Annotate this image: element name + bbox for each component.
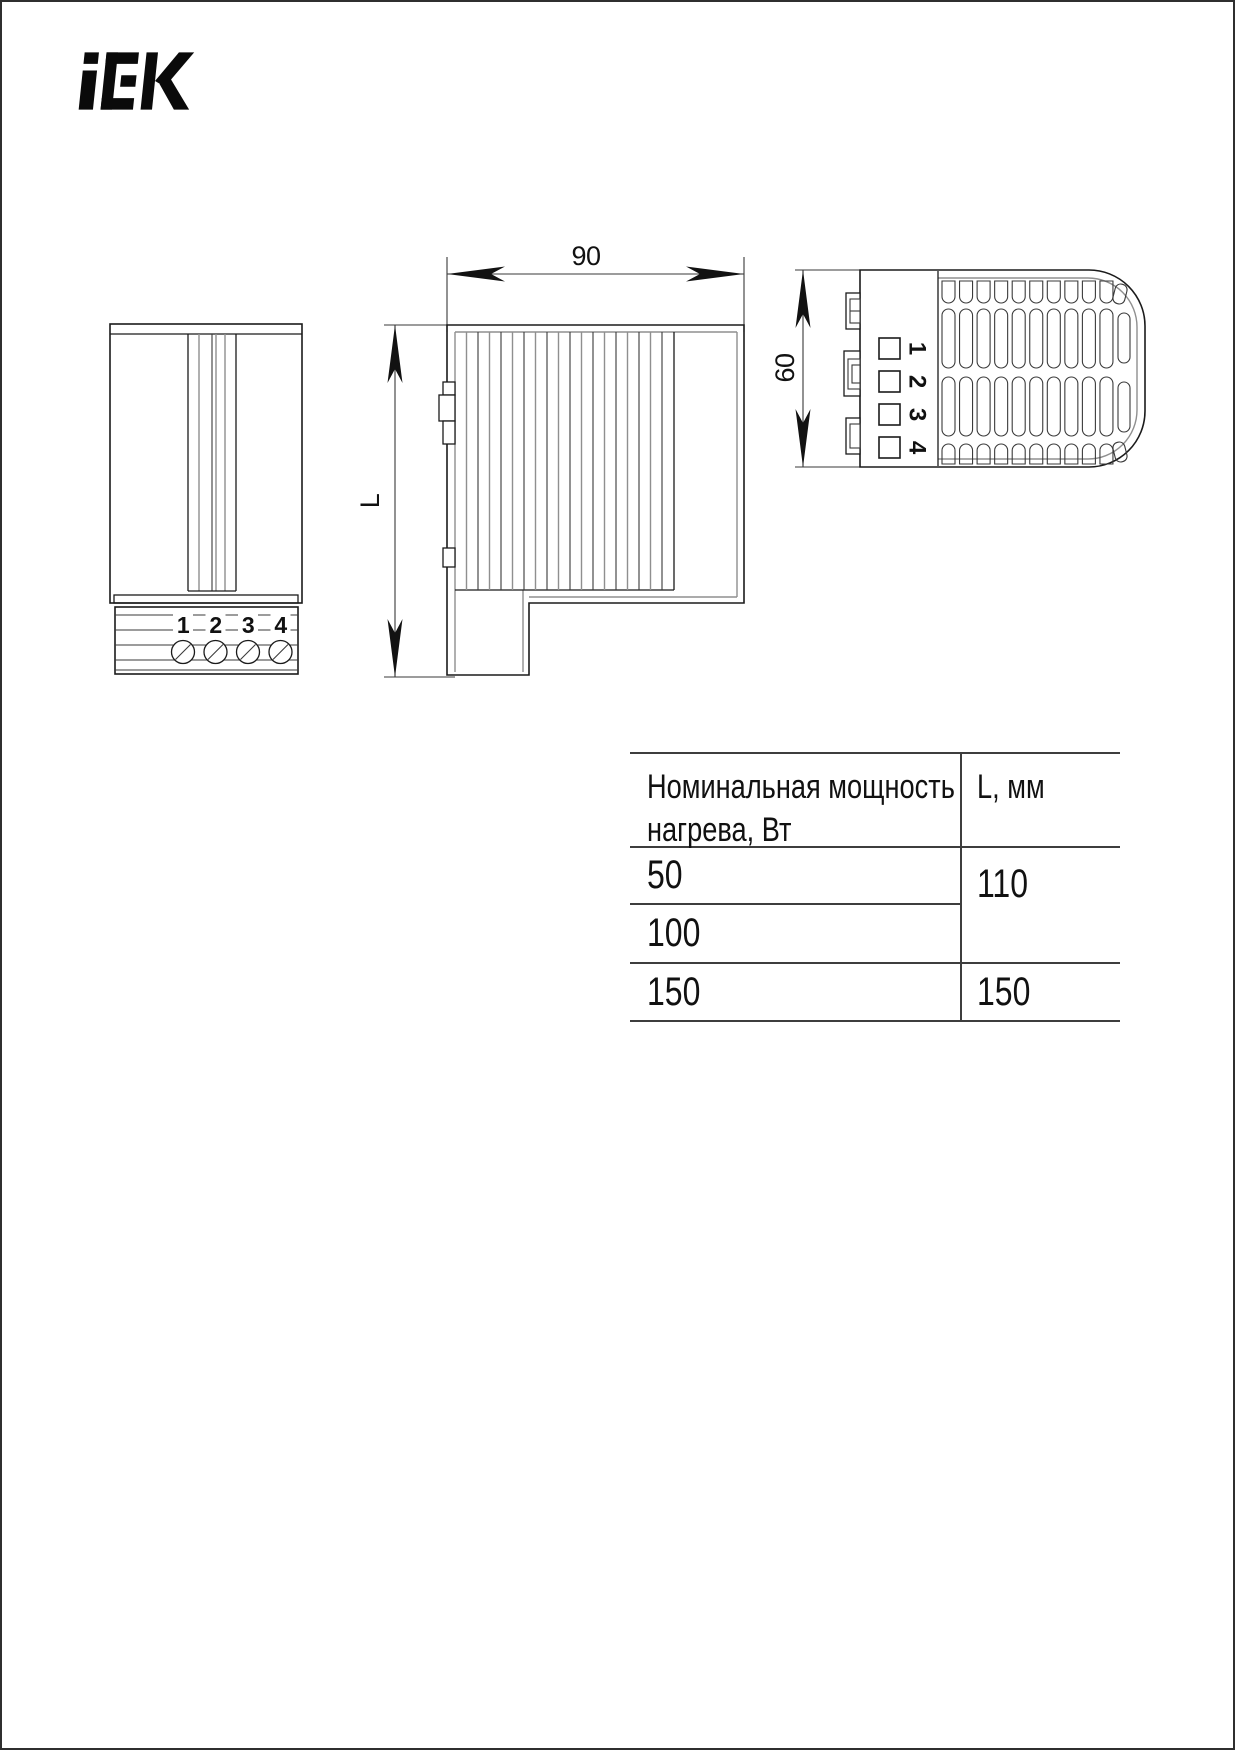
- top-view: [770, 270, 1145, 467]
- top-terminal-4: [879, 437, 900, 458]
- top-terminal-4-label: 4: [903, 440, 931, 455]
- top-terminal-3: [879, 404, 900, 425]
- table-header-power: [630, 754, 962, 848]
- top-body-outline: [860, 270, 1145, 467]
- side-view: [355, 241, 744, 677]
- table-header-power-line1: Номинальная мощность: [647, 768, 955, 806]
- front-rib-strip: [188, 334, 236, 591]
- side-body-outline: [447, 325, 744, 675]
- table-row-power-100: 100: [630, 905, 962, 964]
- table-cell-length-110: 110: [962, 848, 1120, 964]
- side-body-inner-lines: [455, 332, 737, 672]
- terminal-4-label: 4: [274, 612, 287, 638]
- length-dim-label: L: [355, 493, 385, 509]
- top-terminal-2-label: 2: [903, 374, 931, 389]
- table-row-power-50: 50: [630, 848, 962, 905]
- technical-drawing: [2, 2, 1235, 702]
- terminal-number-masks: [173, 614, 291, 636]
- top-clamp-tabs: [844, 293, 860, 454]
- spec-table: [630, 752, 1120, 1022]
- height-dim-label: 60: [770, 353, 800, 383]
- terminal-2-label: 2: [209, 612, 222, 638]
- table-cell-length-150: 150: [962, 964, 1120, 1022]
- ventilation-grille: [942, 281, 1130, 464]
- front-base-shelf: [114, 595, 298, 603]
- table-header-length: L, мм: [962, 754, 1120, 848]
- terminal-3-label: 3: [241, 612, 255, 638]
- table-row-power-150: 150: [630, 964, 962, 1022]
- table-header-power-line2: нагрева, Вт: [647, 811, 792, 849]
- terminal-1-label: 1: [176, 612, 190, 638]
- front-terminal-block: [115, 607, 298, 674]
- front-view: [110, 324, 302, 674]
- width-dim-label: 90: [571, 241, 601, 271]
- top-terminal-1: [879, 338, 900, 359]
- top-terminal-2: [879, 371, 900, 392]
- dimension-width-90: [447, 241, 744, 332]
- top-terminal-1-label: 1: [903, 341, 931, 356]
- top-terminal-3-label: 3: [903, 407, 931, 422]
- side-heatsink-ribs: [467, 332, 663, 590]
- front-body: [110, 324, 302, 603]
- top-terminals: [879, 338, 931, 458]
- dimension-length-L: [355, 325, 455, 677]
